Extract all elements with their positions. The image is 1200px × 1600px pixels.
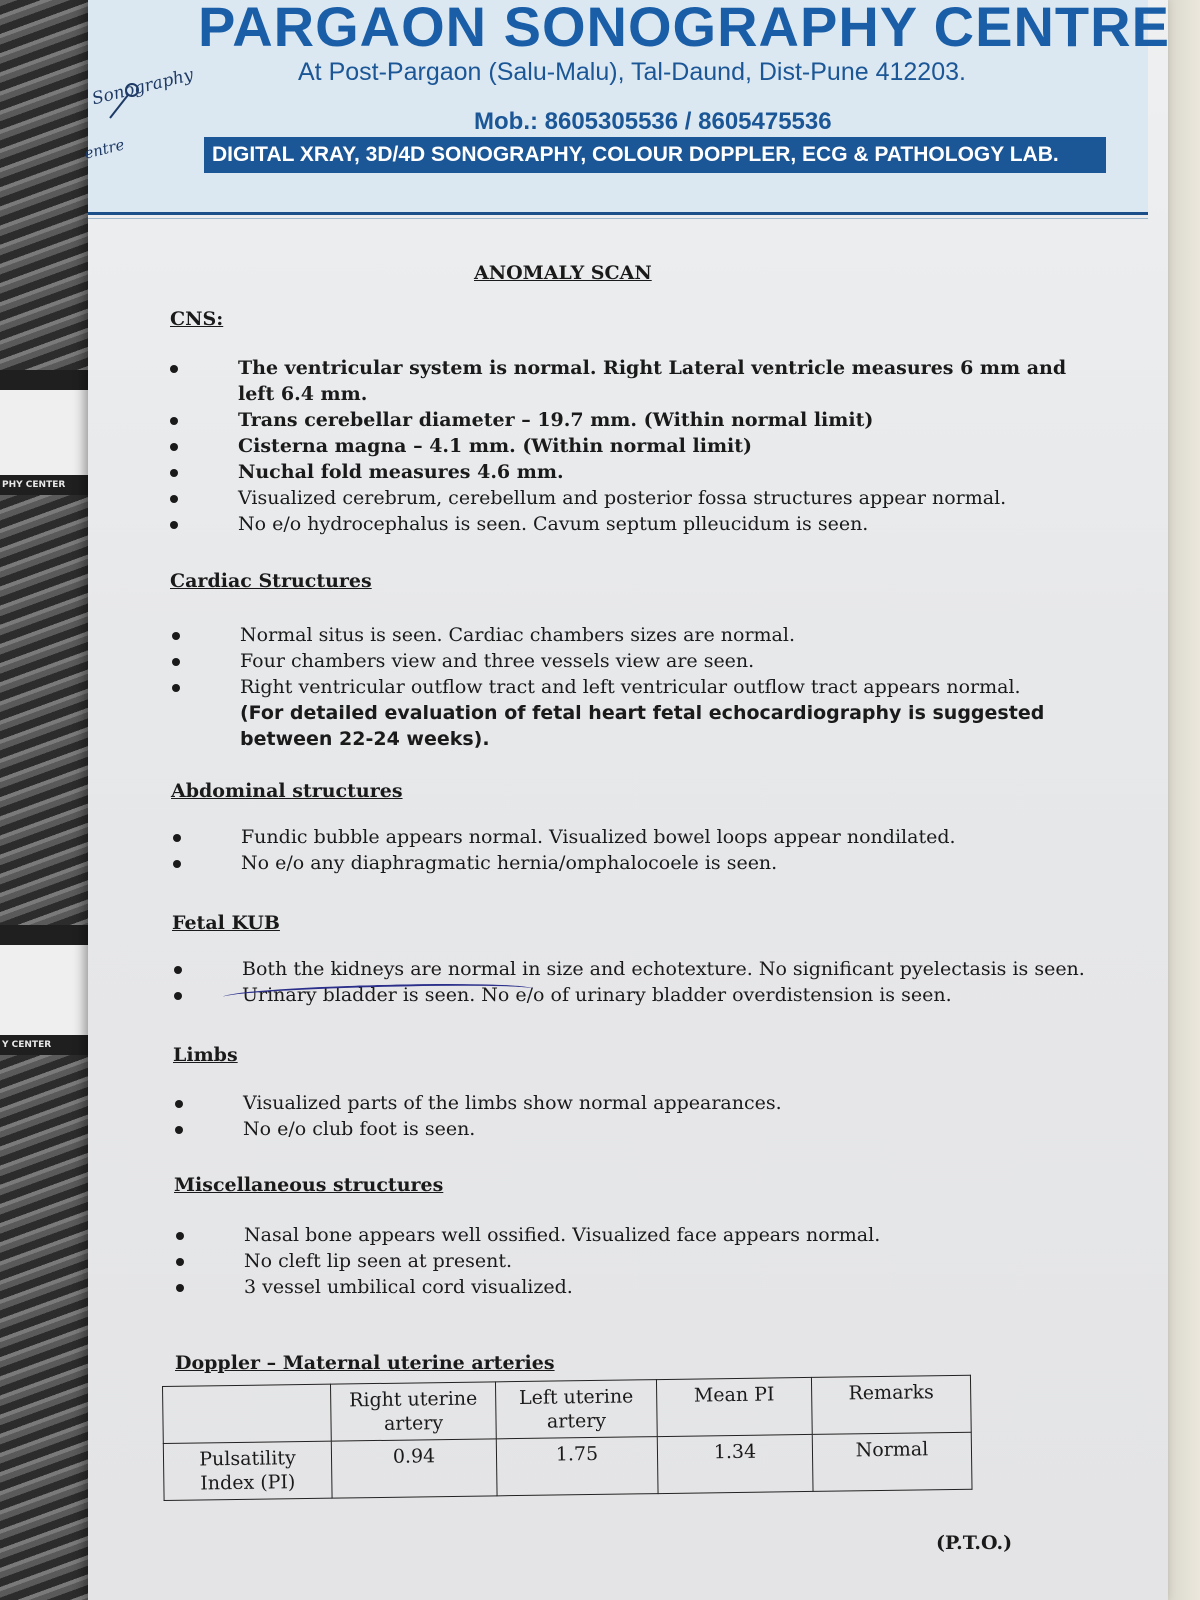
- table-cell: 1.75: [496, 1437, 658, 1496]
- table-header-cell: Left uterine artery: [495, 1380, 657, 1439]
- strip-paper: [0, 390, 90, 475]
- strip-label: PHY CENTER: [0, 475, 90, 495]
- cardiac-findings: [240, 622, 1200, 752]
- centre-phone: Mob.: 8605305536 / 8605475536: [474, 108, 832, 135]
- services-banner: DIGITAL XRAY, 3D/4D SONOGRAPHY, COLOUR DOPPLER, ECG & PATHOLOGY LAB.: [204, 137, 1106, 173]
- list-item: Visualized cerebrum, cerebellum and posterior fossa structures appear normal.: [238, 485, 1200, 511]
- list-item: No e/o hydrocephalus is seen. Cavum septum plleucidum is seen.: [238, 511, 1200, 537]
- section-title-abdominal: Abdominal structures: [171, 780, 403, 802]
- report-page: [82, 0, 1170, 1600]
- echo-note: (For detailed evaluation of fetal heart fetal echocardiography is suggested: [240, 702, 1045, 724]
- table-cell: 1.34: [657, 1434, 813, 1493]
- logo-text: entre: [82, 135, 127, 163]
- list-item: Nuchal fold measures 4.6 mm.: [238, 459, 1200, 485]
- page-turn-note: (P.T.O.): [936, 1532, 1013, 1554]
- centre-address: At Post-Pargaon (Salu-Malu), Tal-Daund, Dist-Pune 412203.: [298, 58, 966, 86]
- report-title: ANOMALY SCAN: [474, 262, 652, 284]
- divider: [88, 218, 1148, 219]
- strip-dark-band: [0, 370, 90, 390]
- list-item: Urinary bladder is seen. No e/o of urinary bladder overdistension is seen.: [242, 982, 1200, 1008]
- list-item: No e/o club foot is seen.: [243, 1116, 1200, 1142]
- sonogram-image: [0, 0, 88, 370]
- table-header-cell: Remarks: [811, 1375, 971, 1434]
- list-item: Cisterna magna – 4.1 mm. (Within normal limit): [238, 433, 1200, 459]
- strip-label: Y CENTER: [0, 1035, 90, 1055]
- list-item: Trans cerebellar diameter – 19.7 mm. (Within normal limit): [238, 407, 1200, 433]
- list-item: Four chambers view and three vessels view are seen.: [240, 648, 1200, 674]
- list-item: Both the kidneys are normal in size and echotexture. No significant pyelectasis is seen.: [242, 956, 1200, 982]
- sonogram-image: [0, 495, 88, 925]
- echo-note: between 22-24 weeks).: [240, 728, 490, 750]
- table-header-cell: [163, 1384, 332, 1443]
- section-title-doppler: Doppler – Maternal uterine arteries: [175, 1352, 555, 1374]
- abdominal-findings: [241, 824, 1200, 876]
- list-item: 3 vessel umbilical cord visualized.: [244, 1274, 1200, 1300]
- logo-text: Sonography: [90, 64, 196, 110]
- sonogram-image: [0, 1055, 88, 1600]
- section-title-cns: CNS:: [170, 308, 224, 330]
- table-row: [163, 1432, 972, 1500]
- section-title-kub: Fetal KUB: [172, 912, 280, 934]
- list-item: Fundic bubble appears normal. Visualized bowel loops appear nondilated.: [241, 824, 1200, 850]
- strip-paper: [0, 945, 90, 1035]
- cns-findings: [238, 355, 1200, 537]
- letterhead: [82, 0, 1170, 215]
- misc-findings: [244, 1222, 1200, 1300]
- table-cell: 0.94: [331, 1439, 497, 1498]
- table-row-label: Pulsatility Index (PI): [163, 1441, 332, 1500]
- list-item: The ventricular system is normal. Right Lateral ventricle measures 6 mm and: [238, 355, 1200, 381]
- table-header-cell: Right uterine artery: [330, 1382, 496, 1441]
- strip-dark-band: [0, 925, 90, 945]
- list-item-continuation: left 6.4 mm.: [238, 383, 368, 405]
- section-title-misc: Miscellaneous structures: [174, 1174, 444, 1196]
- table-header-cell: Mean PI: [656, 1377, 812, 1436]
- section-title-limbs: Limbs: [173, 1044, 238, 1066]
- doppler-table: [162, 1375, 973, 1501]
- list-item: Visualized parts of the limbs show normal appearances.: [243, 1090, 1200, 1116]
- list-item: Nasal bone appears well ossified. Visualized face appears normal.: [244, 1222, 1200, 1248]
- list-item: No e/o any diaphragmatic hernia/omphalocoele is seen.: [241, 850, 1200, 876]
- section-title-cardiac: Cardiac Structures: [170, 570, 372, 592]
- centre-name: PARGAON SONOGRAPHY CENTRE: [198, 0, 1170, 58]
- list-item: Right ventricular outflow tract and left ventricular outflow tract appears normal.: [240, 674, 1200, 700]
- list-item: No cleft lip seen at present.: [244, 1248, 1200, 1274]
- sonography-image-strip: [0, 0, 90, 1600]
- limbs-findings: [243, 1090, 1200, 1142]
- table-cell: Normal: [812, 1432, 972, 1491]
- list-item: Normal situs is seen. Cardiac chambers sizes are normal.: [240, 622, 1200, 648]
